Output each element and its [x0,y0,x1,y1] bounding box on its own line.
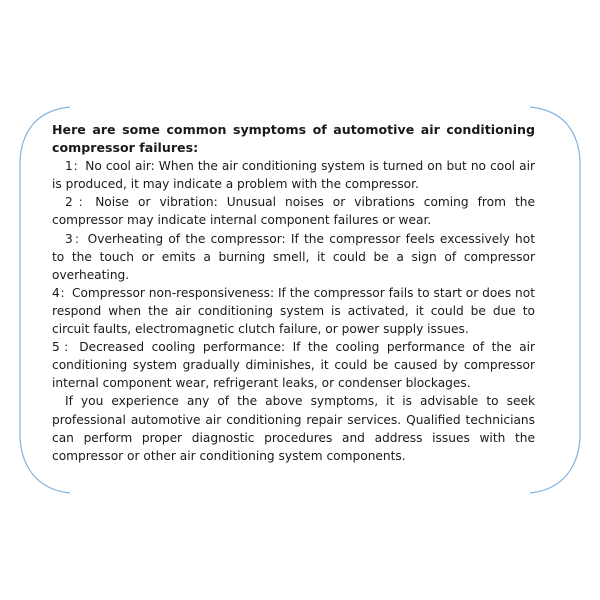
symptoms-text [52,121,535,465]
symptom-item-2: 2：Noise or vibration: Unusual noises or vibrations coming from the compressor may indicate internal component failures or wear. [52,195,535,228]
symptom-item-3: 3：Overheating of the compressor: If the compressor feels excessively hot to the touch or emits a burning smell, it could be a sign of compressor overheating. [52,231,535,282]
symptom-item-4: 4：Compressor non-responsiveness: If the compressor fails to start or does not respond when the air conditioning system is activated, it could be due to circuit faults, electromagnetic clutch failure, or power supply issues. [52,285,535,337]
symptom-item-5: 5：Decreased cooling performance: If the cooling performance of the air conditioning system gradually diminishes, it could be caused by compressor internal component wear, refrigerant leaks, or condenser blockages. [52,340,535,391]
symptom-item-1: 1：No cool air: When the air conditioning system is turned on but no cool air is produced, it may indicate a problem with the compressor. [52,159,535,192]
frame-right-arc [530,107,580,493]
heading: Here are some common symptoms of automotive air conditioning compressor failures: [52,122,535,156]
closing-paragraph: If you experience any of the above symptoms, it is advisable to seek professional automotive air conditioning repair services. Qualified technicians can perform proper diagnostic procedures and address issues with the compressor or other air conditioning system components. [52,394,535,463]
